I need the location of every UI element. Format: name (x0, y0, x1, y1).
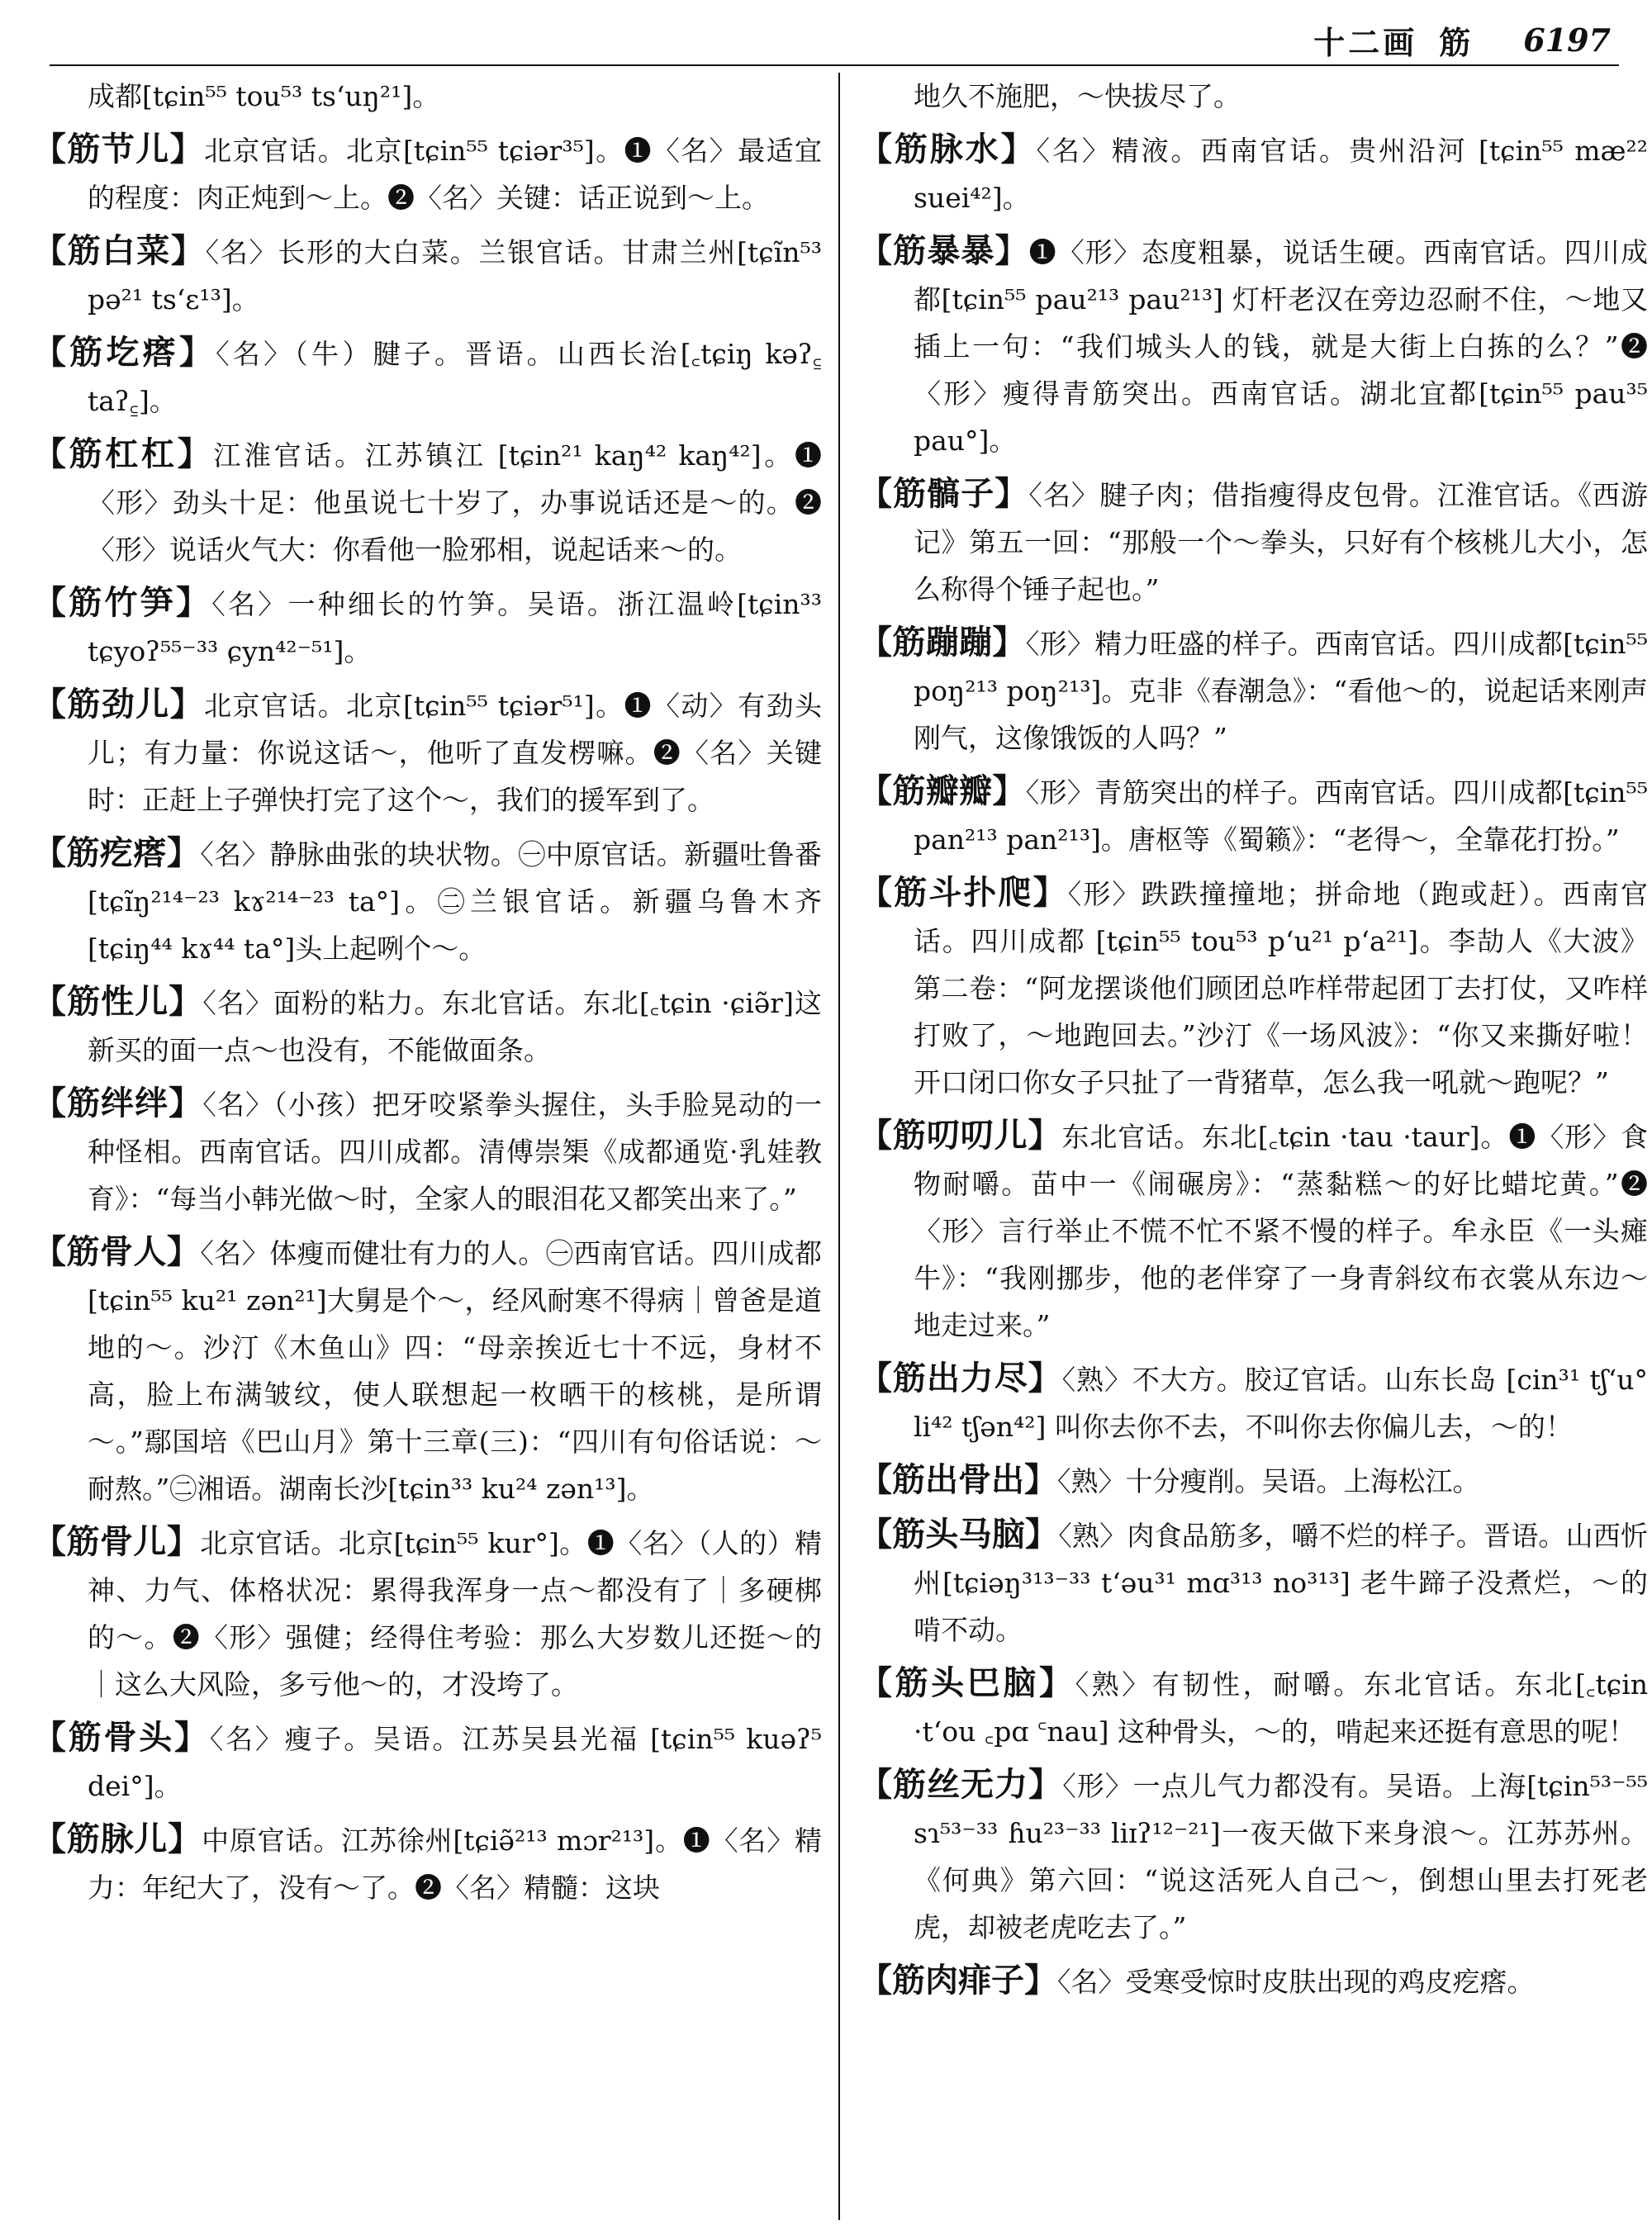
page-header (1239, 17, 1611, 63)
entry-headword: 【筋杠杠】 (33, 435, 214, 473)
dictionary-entry (859, 1113, 1648, 1349)
dictionary-entry (33, 1080, 822, 1222)
entry-definition: 〈熟〉肉食品筋多，嚼不烂的样子。晋语。山西忻州[tɕiəŋ³¹³⁻³³ tʻəu³¹ mɑ³¹³ no³¹³] 老牛蹄子没煮烂，～的啃不动。 (914, 1520, 1648, 1646)
entry-list (859, 126, 1648, 2005)
dictionary-entry (859, 619, 1648, 762)
dictionary-entry (859, 870, 1648, 1106)
entry-definition: 东北官话。东北[꜀tɕin ·tau ·taur]。❶〈形〉食物耐嚼。苗中一《闹碾房》：“蒸黏糕～的好比蜡坨黄。”❷〈形〉言行举止不慌不忙不紧不慢的样子。牟永臣《一头瘫牛》：“我刚挪步，他的老伴穿了一身青斜纹布衣裳从东边～地走过来。” (914, 1121, 1648, 1341)
entry-headword: 【筋圪瘩】 (33, 334, 216, 372)
section-label: 十二画 (1313, 23, 1418, 61)
entry-headword: 【筋瓣瓣】 (859, 772, 1026, 810)
entry-headword: 【筋白菜】 (33, 232, 206, 270)
entry-definition: 〈名〉瘦子。吴语。江苏吴县光福 [tɕin⁵⁵ kuəʔ⁵ dei°]。 (88, 1723, 822, 1802)
head-character: 筋 (1439, 23, 1471, 61)
entry-headword: 【筋头马脑】 (859, 1516, 1059, 1554)
dictionary-entry (33, 228, 822, 323)
page-number: 6197 (1523, 21, 1611, 59)
dictionary-entry (859, 1762, 1648, 1951)
dictionary-entry (33, 1229, 822, 1512)
dictionary-entry (859, 1511, 1648, 1654)
entry-headword: 【筋出骨出】 (859, 1461, 1057, 1499)
entry-headword: 【筋蹦蹦】 (859, 624, 1026, 662)
entry-headword: 【筋骨头】 (33, 1719, 210, 1757)
entry-definition: 〈熟〉有韧性，耐嚼。东北官话。东北[꜀tɕin ·tʻou ꜀pɑ ꜂nau] 这种骨头，～的，啃起来还挺有意思的呢！ (914, 1668, 1648, 1748)
dictionary-entry (859, 1660, 1648, 1755)
entry-headword: 【筋出力尽】 (859, 1359, 1062, 1397)
left-column (33, 73, 822, 2220)
entry-definition: 〈形〉精力旺盛的样子。西南官话。四川成都[tɕin⁵⁵ poŋ²¹³ poŋ²¹³]。克非《春潮急》：“看他～的，说起话来刚声刚气，这像饿饭的人吗？” (914, 628, 1648, 754)
entry-headword: 【筋头巴脑】 (859, 1664, 1075, 1702)
entry-definition: 北京官话。北京[tɕin⁵⁵ tɕiər⁵¹]。❶〈动〉有劲头儿；有力量：你说这话～，他听了直发楞嘛。❷〈名〉关键时：正赶上子弹快打完了这个～，我们的援军到了。 (88, 690, 822, 816)
entry-definition: 〈熟〉不大方。胶辽官话。山东长岛 [cin³¹ tʃʻu° li⁴² tʃən⁴²] 叫你去你不去，不叫你去你偏儿去，～的！ (914, 1364, 1648, 1443)
entry-headword: 【筋竹笋】 (33, 584, 212, 622)
dictionary-entry (33, 979, 822, 1074)
entry-definition: 〈形〉一点儿气力都没有。吴语。上海[tɕin⁵³⁻⁵⁵ sɿ⁵³⁻³³ ɦu²³⁻³³ liɪʔ¹²⁻²¹]一夜天做下来身浪～。江苏苏州。《何典》第六回：“说这活死人自己～，倒想山里去打死老虎，却被老虎吃去了。” (914, 1770, 1648, 1943)
dictionary-entry (859, 1355, 1648, 1450)
entry-definition: 〈名〉长形的大白菜。兰银官话。甘肃兰州[tɕĩn⁵³ pə²¹ tsʻɛ¹³]。 (88, 236, 822, 316)
dictionary-entry (859, 1457, 1648, 1505)
entry-definition: 〈名〉（牛）腱子。晋语。山西长治[꜀tɕiŋ kəʔ꜁ taʔ꜁]。 (88, 338, 822, 417)
dictionary-entry (33, 830, 822, 972)
dictionary-entry (33, 1715, 822, 1810)
entry-definition: 中原官话。江苏徐州[tɕiə̃²¹³ mɔr²¹³]。❶〈名〉精力：年纪大了，没有～了。❷〈名〉精髓：这块 (88, 1824, 822, 1904)
entry-definition: 〈熟〉十分瘦削。吴语。上海松江。 (1057, 1465, 1480, 1497)
entry-definition: 〈名〉腱子肉；借指瘦得皮包骨。江淮官话。《西游记》第五一回：“那般一个～拳头，只好有个核桃儿大小，怎么称得个锤子起也。” (914, 479, 1648, 605)
dictionary-entry (33, 330, 822, 425)
dictionary-entry (33, 431, 822, 573)
entry-headword: 【筋劲儿】 (33, 686, 205, 724)
entry-definition: 〈形〉青筋突出的样子。西南官话。四川成都[tɕin⁵⁵ pan²¹³ pan²¹³]。唐枢等《蜀籁》：“老得～，全靠花打扮。” (914, 776, 1648, 856)
entry-definition: 〈名〉（小孩）把牙咬紧拳头握住，头手脸晃动的一种怪相。西南官话。四川成都。清傅崇榘《成都通览·乳娃教育》：“每当小韩光做～时，全家人的眼泪花又都笑出来了。” (88, 1089, 822, 1215)
entry-definition: 北京官话。北京[tɕin⁵⁵ tɕiər³⁵]。❶〈名〉最适宜的程度：肉正炖到～上。❷〈名〉关键：话正说到～上。 (88, 135, 822, 214)
entry-definition: 江淮官话。江苏镇江 [tɕin²¹ kaŋ⁴² kaŋ⁴²]。❶〈形〉劲头十足：他虽说七十岁了，办事说话还是～的。❷〈形〉说话火气大：你看他一脸邪相，说起话来～的。 (88, 439, 822, 566)
entry-headword: 【筋节儿】 (33, 130, 205, 168)
entry-headword: 【筋暴暴】 (859, 232, 1029, 270)
dictionary-entry (33, 126, 822, 221)
dictionary-entry (859, 471, 1648, 613)
entry-headword: 【筋肉痱子】 (859, 1962, 1057, 2000)
dictionary-entry (859, 1957, 1648, 2005)
entry-definition: 〈名〉面粉的粘力。东北官话。东北[꜀tɕin ·ɕiə̃r]这新买的面一点～也没有，不能做面条。 (88, 987, 822, 1066)
entry-headword: 【筋绊绊】 (33, 1084, 203, 1122)
entry-headword: 【筋髇子】 (859, 475, 1029, 513)
entry-headword: 【筋性儿】 (33, 983, 203, 1021)
entry-definition: 〈形〉跌跌撞撞地；拼命地（跑或赶）。西南官话。四川成都 [tɕin⁵⁵ tou⁵³ pʻu²¹ pʻa²¹]。李劼人《大波》第二卷：“阿龙摆谈他们顾团总咋样带起团丁去打仗，又咋样打败了，～地跑回去。”沙汀《一场风波》：“你又来撕好啦！开口闭口你女子只扯了一背猪草，怎么我一吼就～跑呢？” (914, 878, 1648, 1098)
dictionary-entry (33, 580, 822, 675)
entry-definition: ❶〈形〉态度粗暴，说话生硬。西南官话。四川成都[tɕin⁵⁵ pau²¹³ pau²¹³] 灯杆老汉在旁边忍耐不住，～地又插上一句：“我们城头人的钱，就是大街上白拣的么？”❷〈形〉瘦得青筋突出。西南官话。湖北宜都[tɕin⁵⁵ pau³⁵ pau°]。 (914, 236, 1648, 457)
entry-list (33, 126, 822, 1911)
dictionary-entry (859, 228, 1648, 464)
entry-headword: 【筋叨叨儿】 (859, 1117, 1062, 1155)
entry-definition: 〈名〉体瘦而健壮有力的人。㊀西南官话。四川成都[tɕin⁵⁵ ku²¹ zən²¹]大舅是个～，经风耐寒不得病｜曾爸是道地的～。沙汀《木鱼山》四：“母亲挨近七十不远，身材不高，脸上布满皱纹，使人联想起一枚晒干的核桃，是所谓～。”鄢国培《巴山月》第十三章(三)：“四川有句俗话说：～耐熬。”㊁湘语。湖南长沙[tɕin³³ ku²⁴ zən¹³]。 (88, 1237, 822, 1505)
entry-headword: 【筋疙瘩】 (33, 834, 201, 872)
entry-definition: 〈名〉一种细长的竹笋。吴语。浙江温岭[tɕin³³ tɕyoʔ⁵⁵⁻³³ ɕyn⁴²⁻⁵¹]。 (88, 588, 822, 667)
entry-definition: 〈名〉精液。西南官话。贵州沿河 [tɕin⁵⁵ mæ²² suei⁴²]。 (914, 135, 1648, 214)
entry-headword: 【筋脉儿】 (33, 1820, 202, 1858)
dictionary-entry (33, 681, 822, 823)
dictionary-entry (859, 126, 1648, 221)
entry-definition: 〈名〉静脉曲张的块状物。㊀中原官话。新疆吐鲁番[tɕĩŋ²¹⁴⁻²³ kɤ²¹⁴⁻²³ ta°]。㊁兰银官话。新疆乌鲁木齐[tɕiŋ⁴⁴ kɤ⁴⁴ ta°]头上起咧个～。 (88, 838, 822, 965)
dictionary-entry (33, 1816, 822, 1911)
continuation-text: 成都[tɕin⁵⁵ tou⁵³ tsʻuŋ²¹]。 (88, 80, 440, 112)
column-divider (838, 73, 840, 2220)
entry-definition: 〈名〉受寒受惊时皮肤出现的鸡皮疙瘩。 (1057, 1966, 1535, 1998)
dictionary-entry (859, 768, 1648, 863)
header-rule (50, 64, 1619, 66)
entry-headword: 【筋骨人】 (33, 1233, 201, 1271)
entry-headword: 【筋丝无力】 (859, 1766, 1063, 1804)
continuation-text: 地久不施肥，～快拔尽了。 (914, 80, 1241, 112)
dictionary-entry (33, 1519, 822, 1708)
entry-headword: 【筋脉水】 (859, 130, 1037, 168)
entry-headword: 【筋骨儿】 (33, 1523, 201, 1561)
right-column (859, 73, 1648, 2220)
entry-headword: 【筋斗扑爬】 (859, 874, 1068, 912)
entry-definition: 北京官话。北京[tɕin⁵⁵ kur°]。❶〈名〉（人的）精神、力气、体格状况：累得我浑身一点～都没有了｜多硬梆的～。❷〈形〉强健；经得住考验：那么大岁数儿还挺～的｜这么大风险，多亏他～的，才没垮了。 (88, 1527, 822, 1701)
